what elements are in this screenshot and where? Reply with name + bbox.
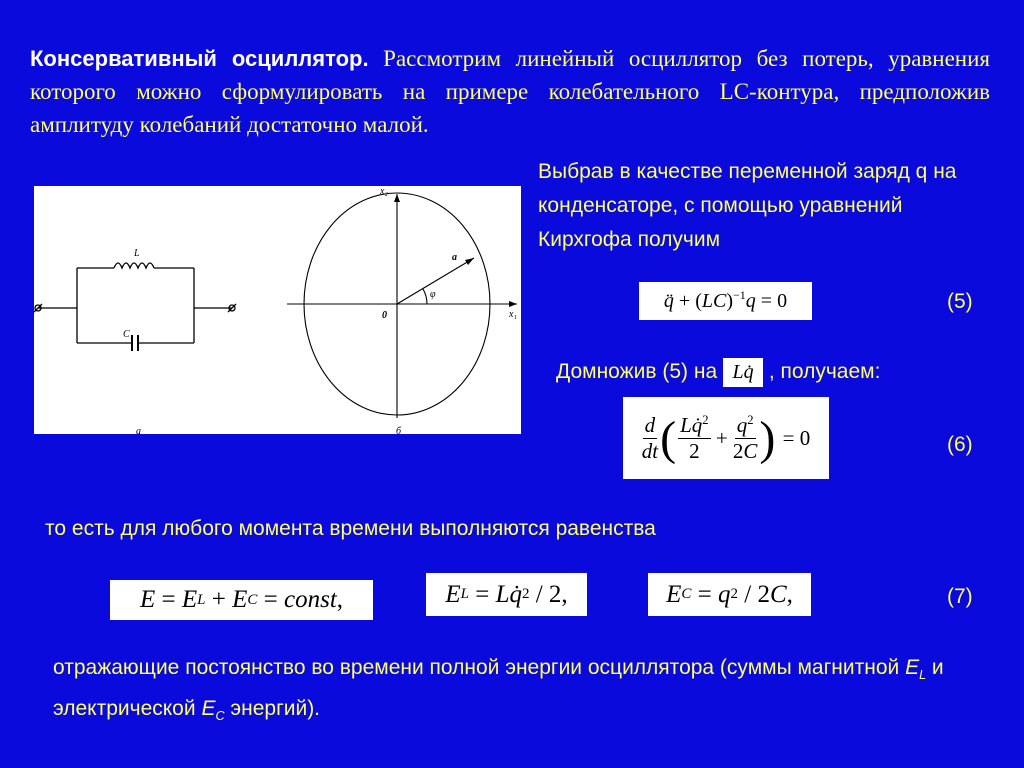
equalities-text: то есть для любого момента времени выполняются равенства: [45, 517, 656, 540]
multiply-suffix: , получаем:: [768, 360, 881, 383]
inductor-icon: [114, 263, 154, 268]
intro-paragraph: [30, 42, 990, 141]
origin-label: 0: [382, 310, 387, 321]
capacitor-label: C: [123, 329, 130, 340]
lc-circuit: [34, 263, 236, 351]
angle-label: φ: [430, 289, 436, 300]
intro-text: Рассмотрим линейный осциллятор без потерь, уравнения которого можно сформулировать на примере колебательного LC-контура, предположив амплитуду колебаний достаточно малой.: [30, 46, 990, 137]
equation-7-electric-energy: E C = q 2 / 2 C ,: [648, 573, 811, 616]
axis-x-label: x₁: [509, 309, 517, 320]
caption-b: б: [396, 426, 402, 434]
equation-5: q̈ + ( LC ) $^{-1}$ q = 0: [639, 282, 812, 320]
choose-variable-text: Выбрав в качестве переменной заряд q на конденсаторе, с помощью уравнений Кирхгофа получим: [538, 160, 957, 251]
multiply-factor: Lq̇: [723, 358, 763, 387]
phase-plane: [287, 193, 517, 418]
axis-y-label: x₂: [380, 186, 388, 197]
equation-7-magnetic-energy: E L = Lq̇ 2 / 2,: [426, 573, 587, 616]
inductor-label: L: [134, 248, 140, 259]
equation-6: $\frac{d}{dt}$ ( $\frac{Lq̇^2}{2}$ + $\frac{q^2}{2C}$ ) = 0: [623, 397, 829, 479]
equation-6-number: (6): [947, 433, 973, 456]
caption-a: а: [136, 426, 141, 434]
conclusion-text: отражающие постоянство во времени полной энергии осциллятора (суммы магнитной $E_L$ и электрической $E_C$ энергий).: [53, 656, 950, 724]
equation-5-number: (5): [947, 290, 973, 313]
equation-7-number: (7): [947, 585, 973, 608]
intro-title: Консервативный осциллятор.: [30, 46, 369, 71]
circuit-figure: [34, 186, 521, 434]
radius-label: a: [452, 252, 457, 263]
equation-7-total-energy: E = E L + E C = const ,: [110, 580, 373, 620]
multiply-prefix: Домножив (5) на: [556, 360, 718, 383]
multiply-text: [556, 355, 880, 388]
